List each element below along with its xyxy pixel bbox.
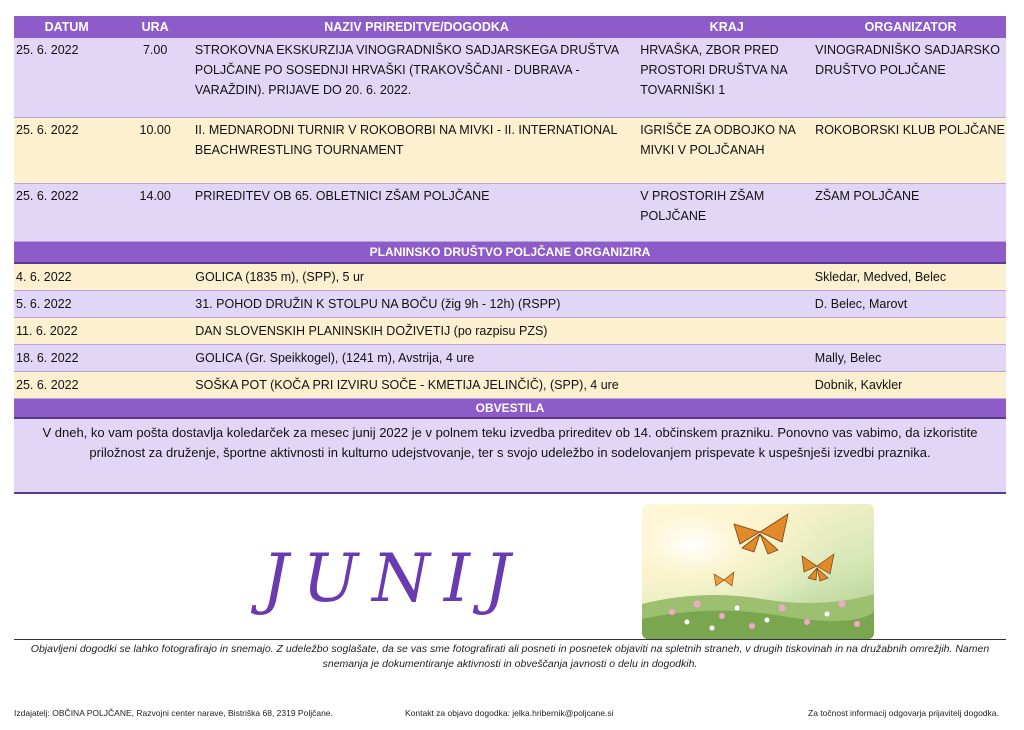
col-kraj: KRAJ (709, 20, 744, 34)
obvestila-title: OBVESTILA (14, 399, 1006, 419)
pd-section-title: PLANINSKO DRUŠTVO POLJČANE ORGANIZIRA (14, 242, 1006, 264)
butterfly-meadow-image (642, 504, 874, 639)
col-datum: DATUM (44, 20, 89, 34)
list-item: 4. 6. 2022 GOLICA (1835 m), (SPP), 5 ur Skledar, Medved, Belec (14, 264, 1006, 291)
publisher-info: Izdajatelj: OBČINA POLJČANE, Razvojni center narave, Bistriška 68, 2319 Poljčane. (14, 708, 333, 718)
footer-divider (14, 639, 1006, 640)
list-item: 11. 6. 2022 DAN SLOVENSKIH PLANINSKIH DOŽIVETIJ (po razpisu PZS) (14, 318, 1006, 345)
disclaimer-text: Objavljeni dogodki se lahko fotografirajo in snemajo. Z udeležbo soglašate, da se vas sme fotografirati ali posneti in posnetek objaviti na spletnih straneh, v drugih tiskovinah in na družabnih omrežjih. Namen snemanja je dokumentiranje aktivnosti in obveščanja javnosti o delu in dogodkih. (30, 643, 990, 670)
responsibility-note: Za točnost informacij odgovarja prijavitelj dogodka. (808, 708, 999, 718)
obvestila-text: V dneh, ko vam pošta dostavlja koledarček za mesec junij 2022 je v polnem teku izvedba prireditev ob 14. občinskem prazniku. Ponovno vas vabimo, da izkoristite priložnost za druženje, športne aktivnosti in kulturno udejstvovanje, ter s svojo udeležbo in sodelovanjem prispevate k uspešnješi izvedbi praznika. (14, 419, 1006, 494)
events-table (14, 16, 1006, 494)
col-ura: URA (141, 20, 169, 34)
table-row: 25. 6. 2022 10.00 II. MEDNARODNI TURNIR V ROKOBORBI NA MIVKI - II. INTERNATIONAL BEACHWRESTLING TOURNAMENT IGRIŠČE ZA ODBOJKO NA MIVKI V POLJČANAH ROKOBORSKI KLUB POLJČANE (14, 118, 1006, 184)
contact-info: Kontakt za objavo dogodka: jelka.hribernik@poljcane.si (405, 708, 614, 718)
table-header (14, 16, 1006, 38)
col-naziv: NAZIV PRIREDITVE/DOGODKA (324, 20, 509, 34)
list-item: 18. 6. 2022 GOLICA (Gr. Speikkogel), (1241 m), Avstrija, 4 ure Mally, Belec (14, 345, 1006, 372)
list-item: 25. 6. 2022 SOŠKA POT (KOČA PRI IZVIRU SOČE - KMETIJA JELINČIČ), (SPP), 4 ure Dobnik, Kavkler (14, 372, 1006, 399)
table-row: 25. 6. 2022 14.00 PRIREDITEV OB 65. OBLETNICI ZŠAM POLJČANE V PROSTORIH ZŠAM POLJČANE ZŠAM POLJČANE (14, 184, 1006, 242)
month-title: JUNIJ (262, 540, 525, 617)
table-row: 25. 6. 2022 7.00 STROKOVNA EKSKURZIJA VINOGRADNIŠKO SADJARSKEGA DRUŠTVA POLJČANE PO SOSEDNJI HRVAŠKI (TRAKOVŠČANI - DUBRAVA - VARAŽDIN). PRIJAVE DO 20. 6. 2022. HRVAŠKA, ZBOR PRED PROSTORI DRUŠTVA NA TOVARNIŠKI 1 VINOGRADNIŠKO SADJARSKO DRUŠTVO POLJČANE (14, 38, 1006, 118)
list-item: 5. 6. 2022 31. POHOD DRUŽIN K STOLPU NA BOČU (žig 9h - 12h) (RSPP) D. Belec, Marovt (14, 291, 1006, 318)
col-organizator: ORGANIZATOR (864, 20, 957, 34)
butterfly-meadow-illustration (642, 504, 874, 639)
